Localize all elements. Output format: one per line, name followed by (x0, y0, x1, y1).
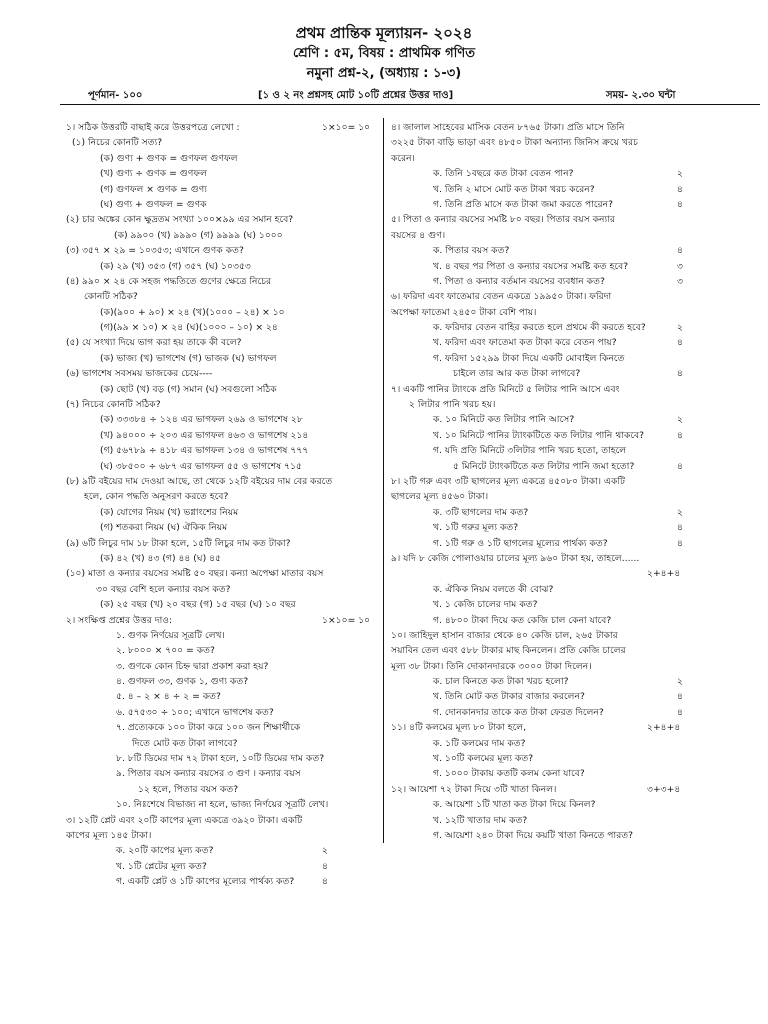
question-text: চাইলে তার আর কত টাকা লাগবে? (453, 368, 581, 380)
question-text: ৫ মিনিটে ট্যাংকটিতে কত লিটার পানি জমা হতো? (453, 460, 635, 472)
marks-label: ৪ (322, 876, 328, 888)
question-line (391, 705, 763, 720)
question-line (391, 182, 763, 197)
question-line (66, 289, 376, 304)
marks-label: ৪ (677, 183, 683, 195)
question-line (66, 582, 376, 597)
question-text: খ. ১টি গরুর মূল্য কত? (433, 522, 519, 534)
question-line (391, 797, 763, 812)
left-column (66, 120, 376, 890)
question-line (66, 813, 376, 828)
question-line (66, 412, 376, 427)
question-text: মূল্য ৩৮ টাকা। তিনি দোকানদারকে ৩০০০ টাকা দিলেন। (391, 660, 592, 672)
question-text: গ. একটি প্লেট ও ১টি কাপের মূল্যের পার্থক্য কত? (116, 876, 295, 888)
question-text: ৩২২৫ টাকা বাড়ি ভাড়া এবং ৪৮৫০ টাকা অন্যান্য জিনিস ক্রয়ে খরচ (391, 137, 639, 149)
question-line (391, 459, 763, 474)
question-line (66, 520, 376, 535)
question-line (66, 566, 376, 581)
question-line (66, 597, 376, 612)
question-line (66, 505, 376, 520)
question-line (391, 197, 763, 212)
question-text: ৯। যদি ৮ কেজি পোলাওয়ার চালের মূল্য ৯৬০ টাকা হয়, তাহলে...... (391, 552, 640, 564)
marks-label: ৪ (677, 537, 683, 549)
question-text: (খ) গুণ্য ÷ গুণক = গুণফল (100, 168, 207, 180)
question-line (391, 151, 763, 166)
question-line (391, 412, 763, 427)
question-line (66, 797, 376, 812)
question-line (66, 182, 376, 197)
question-text: (ক) ২৫ বছর (খ) ২০ বছর (গ) ১৫ বছর (ঘ) ১০ বছর (100, 599, 296, 611)
question-text: ক. তিনি ১বছরে কত টাকা বেতন পান? (433, 168, 574, 180)
question-text: গ. আয়েশা ২৪০ টাকা দিয়ে কয়টি খাতা কিনতে পারত? (433, 829, 634, 841)
question-text: ৯. পিতার বয়স কন্যার বয়সের ৩ গুণ । কন্যার বয়স (116, 768, 301, 780)
question-line (66, 228, 376, 243)
marks-label: ৪ (677, 429, 683, 441)
question-text: গ. দোনকানদার তাকে কত টাকা ফেরত দিলেন? (433, 706, 604, 718)
question-text: খ. ৪ বছর পর পিতা ও কন্যার বয়সের সমষ্টি কত হবে? (433, 260, 629, 272)
question-text: (গ) শতকরা নিয়ম (ঘ) ঐকিক নিয়ম (100, 522, 228, 534)
question-line (391, 520, 763, 535)
question-line (391, 397, 763, 412)
question-line (66, 351, 376, 366)
question-line (66, 335, 376, 350)
question-text: গ. তিনি প্রতি মাসে কত টাকা জমা করতে পারেন? (433, 198, 613, 210)
sample-set: নমুনা প্রশ্ন-২, (অধ্যায় : ১-৩) (306, 66, 462, 81)
question-line (66, 197, 376, 212)
marks-label: ২ (677, 322, 683, 334)
exam-meta-line (0, 86, 768, 104)
question-text: গ. ১টি গরু ও ১টি ছাগলের মূল্যের পার্থক্য কত? (433, 537, 608, 549)
question-line (391, 120, 763, 135)
question-text: ক. ১০ মিনিটে কত লিটার পানি আসে? (433, 414, 575, 426)
question-line (66, 382, 376, 397)
question-line (391, 228, 763, 243)
question-line (391, 382, 763, 397)
question-text: ক. ঐকিক নিয়ম বলতে কী বোঝ? (433, 583, 554, 595)
marks-label: ৩+৩+৪ (647, 783, 681, 795)
question-text: খ. ১০ মিনিটে পানির ট্যাংকটিতে কত লিটার পানি থাকবে? (433, 429, 645, 441)
question-line (66, 874, 376, 889)
question-line (66, 243, 376, 258)
question-line (66, 274, 376, 289)
column-divider (383, 118, 384, 843)
question-line (391, 212, 763, 227)
question-line (66, 643, 376, 658)
question-line (391, 259, 763, 274)
question-line (66, 859, 376, 874)
question-text: গ. ফরিদা ১৫২৯৯ টাকা দিয়ে একটি মোবাইল কিনতে (433, 352, 625, 364)
question-text: ৭. প্রত্যেককে ১০০ টাকা করে ১০০ জন শিক্ষার্থীকে (116, 722, 301, 734)
question-line (391, 489, 763, 504)
question-text: হলে, কোন পদ্ধতি অনুসরণ করতে হবে? (84, 491, 229, 503)
question-text: ২. ৮০০০ × ৭০০ = কত? (116, 645, 215, 657)
question-line (66, 659, 376, 674)
question-text: (৩) ৩৫৭ × ২৯ = ১০৩৫৩; এখানে গুণক কত? (66, 245, 244, 257)
question-line (66, 366, 376, 381)
question-text: (ক) গুণ্য + গুণক = গুণফল গুণফল (100, 152, 238, 164)
marks-label: ২ (322, 845, 328, 857)
question-line (66, 751, 376, 766)
question-text: (৯) ৬টি লিচুর দাম ১৮ টাকা হলে, ১৫টি লিচুর দাম কত টাকা? (66, 537, 291, 549)
question-line (66, 766, 376, 781)
question-text: ৪. গুণফল ৩৩, গুণক ১, গুণ্য কত? (116, 676, 249, 688)
question-line (391, 643, 763, 658)
question-text: ২ লিটার পানি খরচ হয়। (409, 399, 496, 411)
question-text: (খ) ৯৪০০০ ÷ ২০৩ এর ভাগফল ৪৬৩ ও ভাগশেষ ২১৪ (100, 429, 309, 441)
full-marks: পূর্ণমান- ১০০ (88, 90, 143, 101)
question-text: ১০। জাহিদুল হাসান বাজার থেকে ৪০ কেজি চাল, ২৬৫ টাকার (391, 629, 618, 641)
marks-label: ২+৪+৪ (647, 722, 681, 734)
question-text: ক. চাল কিনতে কত টাকা খরচ হলো? (433, 676, 569, 688)
question-line (391, 659, 763, 674)
question-text: খ. ফরিদা এবং ফাতেমা কত টাকা করে বেতন পায়? (433, 337, 617, 349)
question-text: (৬) ভাগশেষ সবসময় ভাজকের চেয়ে---- (66, 368, 213, 380)
question-text: দিতে মোট কত টাকা লাগবে? (132, 737, 238, 749)
question-text: গ. ৪৮০০ টাকা দিয়ে কত কেজি চাল কেনা যাবে? (433, 614, 612, 626)
question-text: ক. ২০টি কাপের মূল্য কত? (116, 845, 214, 857)
header-divider (60, 104, 760, 105)
question-line (66, 489, 376, 504)
question-text: (ক) ৩৩৩৮৪ ÷ ১২৪ এর ভাগফল ২৬৯ ও ভাগশেষ ২৮ (100, 414, 303, 426)
question-line (391, 828, 763, 843)
question-line (66, 151, 376, 166)
question-line (66, 536, 376, 551)
question-line (66, 628, 376, 643)
question-text: (২) চার অঙ্কের কোন ক্ষুদ্রতম সংখ্যা ১০০×৯৯ এর সমান হবে? (66, 214, 294, 226)
question-text: (ক) ভাজ্য (খ) ভাগশেষ (গ) ভাজক (ঘ) ভাগফল (100, 352, 277, 364)
marks-label: ৪ (677, 460, 683, 472)
question-line (391, 289, 763, 304)
question-text: খ. তিনি মোট কত টাকার বাজার করলেন? (433, 691, 585, 703)
question-text: ক. ৩টি ছাগলের দাম কত? (433, 506, 529, 518)
question-text: (৫) যে সংখ্যা দিয়ে ভাগ করা হয় তাকে কী বলে? (66, 337, 242, 349)
question-line (391, 566, 763, 581)
question-text: খ. ১০টি কলমের মূল্য কত? (433, 753, 534, 765)
question-text: খ. ১ কেজি চালের দাম কত? (433, 599, 538, 611)
question-text: ১২। আয়েশা ৭২ টাকা দিয়ে ৩টি খাতা কিনল। (391, 783, 557, 795)
question-line (391, 720, 763, 735)
question-line (66, 120, 376, 135)
question-line (391, 628, 763, 643)
question-text: ক. ১টি কলমের দাম কত? (433, 737, 526, 749)
marks-label: ১×১০= ১০ (322, 614, 371, 626)
question-text: ক. ফরিদার বেতন বাহির করতে হলে প্রথমে কী করতে হবে? (433, 322, 646, 334)
marks-label: ৪ (322, 860, 328, 872)
question-line (391, 505, 763, 520)
question-line (391, 335, 763, 350)
marks-label: ১×১০= ১০ (322, 122, 371, 133)
question-text: খ. ১টি প্লেটের মূল্য কত? (116, 860, 207, 872)
question-line (391, 305, 763, 320)
question-text: ৩। ১২টি প্লেট এবং ২০টি কাপের মূল্য একত্রে ৩৯২০ টাকা। একটি (66, 814, 303, 826)
question-line (391, 813, 763, 828)
question-text: ৫. ৪ – ২ × ৪ ÷ ২ = কত? (116, 691, 221, 703)
question-text: (ক) ৯৯০০ (খ) ৯৯৯০ (গ) ৯৯৯৯ (ঘ) ১০০০ (114, 229, 283, 241)
question-text: (ক) যোগের নিয়ম (খ) ভগ্নাংশের নিয়ম (100, 506, 239, 518)
question-text: গ. পিতা ও কন্যার বর্তমান বয়সের ব্যবধান কত? (433, 275, 605, 287)
question-line (391, 351, 763, 366)
question-line (391, 274, 763, 289)
question-line (391, 474, 763, 489)
marks-label: ৪ (677, 706, 683, 718)
question-text: অপেক্ষা ফাতেমা ২৪৫০ টাকা বেশি পায়। (391, 306, 537, 318)
question-line (66, 459, 376, 474)
question-line (66, 705, 376, 720)
question-line (391, 366, 763, 381)
question-line (66, 828, 376, 843)
question-text: করেন। (391, 152, 415, 164)
question-line (66, 166, 376, 181)
question-text: সয়াবিন তেল এবং ৫৮৮ টাকার মাছ কিনলেন। প্রতি কেজি চালের (391, 645, 626, 657)
question-text: ৮। ২টি গরু এবং ৩টি ছাগলের মূল্য একত্রে ৪৫০৮০ টাকা। একটি (391, 475, 626, 487)
marks-label: ২+৪+৪ (647, 568, 681, 580)
question-text: ৮. ৮টি ডিমের দাম ৭২ টাকা হলে, ১০টি ডিমের দাম কত? (116, 753, 325, 765)
question-text: ১১। ৪টি কলমের মূল্য ৮০ টাকা হলে, (391, 722, 527, 734)
question-text: (ঘ) ৩৮৫০০ ÷ ৬৮৭ এর ভাগফল ৫৫ ও ভাগশেষ ৭১৫ (100, 460, 303, 472)
time-allowed: সময়- ২.৩০ ঘন্টা (606, 90, 676, 101)
question-line (391, 166, 763, 181)
question-line (66, 674, 376, 689)
exam-header (0, 22, 768, 84)
question-text: (গ) গুণফল × গুণক = গুণ্য (100, 183, 207, 195)
question-line (391, 736, 763, 751)
marks-label: ৪ (677, 198, 683, 210)
question-text: বয়সের ৪ গুণ। (391, 229, 446, 241)
marks-label: ২ (677, 676, 683, 688)
right-column (391, 120, 763, 843)
question-text: গ. ১০০০ টাকায় কতটি কলম কেনা যাবে? (433, 768, 585, 780)
question-text: ক. আয়েশা ১টি খাতা কত টাকা দিয়ে কিনল? (433, 799, 596, 811)
question-text: (ক)(৯০০ + ৯০) × ২৪ (খ)(১০০০ – ২৪) × ১০ (100, 306, 285, 318)
question-text: ২। সংক্ষিপ্ত প্রশ্নের উত্তর দাও: (66, 614, 173, 626)
question-text: ছাগলের মূল্য ৪৫৬০ টাকা। (391, 491, 489, 503)
marks-label: ৩ (677, 275, 683, 287)
question-text: ৭। একটি পানির ট্যাংকে প্রতি মিনিটে ৫ লিটার পানি আসে এবং (391, 383, 620, 395)
question-text: কোনটি সঠিক? (84, 291, 138, 303)
question-text: (গ)(৯৯ × ১০) × ২৪ (ঘ)(১০০০ – ১০) × ২৪ (100, 322, 278, 334)
question-text: ৩০ বছর বেশি হলে কন্যার বয়স কত? (96, 583, 231, 595)
question-text: (ক) ২৯ (খ) ৩৫৩ (গ) ৩৫৭ (ঘ) ১০৩৫৩ (100, 260, 251, 272)
question-line (66, 397, 376, 412)
question-text: ৫। পিতা ও কন্যার বয়সের সমষ্টি ৮০ বছর। পিতার বয়স কন্যার (391, 214, 615, 226)
question-line (66, 720, 376, 735)
question-text: ক. পিতার বয়স কত? (433, 245, 510, 257)
question-line (66, 782, 376, 797)
question-line (66, 736, 376, 751)
question-text: খ. তিনি ২ মাসে মোট কত টাকা খরচ করেন? (433, 183, 595, 195)
question-text: ১০. নিঃশেষে বিভাজ্য না হলে, ভাজ্য নির্ণয়ের সূত্রটি লেখ। (116, 799, 329, 811)
question-line (66, 259, 376, 274)
question-line (391, 782, 763, 797)
question-text: ৬। ফরিদা এবং ফাতেমার বেতন একত্রে ১৯৯৫০ টাকা। ফরিদা (391, 291, 612, 303)
marks-label: ৪ (677, 245, 683, 257)
question-line (391, 751, 763, 766)
question-line (391, 674, 763, 689)
question-line (66, 428, 376, 443)
question-text: ৩. গুণকে কোন চিহ্ন দ্বারা প্রকাশ করা হয়? (116, 660, 269, 672)
marks-label: ৪ (677, 368, 683, 380)
question-line (391, 243, 763, 258)
question-line (66, 613, 376, 628)
question-line (66, 320, 376, 335)
question-text: (ক) ছোট (খ) বড় (গ) সমান (ঘ) সবগুলো সঠিক (100, 383, 277, 395)
question-text: কাপের মূল্য ১৪৫ টাকা। (66, 829, 152, 841)
question-line (391, 443, 763, 458)
question-line (391, 689, 763, 704)
marks-label: ২ (677, 414, 683, 426)
class-subject: শ্রেণি : ৫ম, বিষয় : প্রাথমিক গণিত (292, 46, 475, 61)
question-line (391, 320, 763, 335)
question-text: (ক) ৪২ (খ) ৪৩ (গ) ৪৪ (ঘ) ৪৫ (100, 552, 221, 564)
question-text: (গ) ৫৬৭৮৯ ÷ ৪১৮ এর ভাগফল ১৩৪ ও ভাগশেষ ৭৭৭ (100, 445, 309, 457)
question-line (391, 582, 763, 597)
question-line (66, 212, 376, 227)
question-line (391, 597, 763, 612)
marks-label: ৪ (677, 522, 683, 534)
marks-label: ২ (677, 168, 683, 180)
question-text: ১. গুণক নির্ণয়ের সূত্রটি লেখ। (116, 629, 225, 641)
question-line (391, 428, 763, 443)
question-line (66, 551, 376, 566)
marks-label: ৩ (677, 260, 683, 272)
question-text: খ. ১২টি খাতার দাম কত? (433, 814, 528, 826)
instruction: [১ ও ২ নং প্রশ্নসহ মোট ১০টি প্রশ্নের উত্তর দাও] (258, 90, 454, 101)
question-text: (৭) নিচের কোনটি সঠিক? (66, 399, 161, 411)
question-text: (১০) মাতা ও কন্যার বয়সের সমষ্টি ৫০ বছর। কন্যা অপেক্ষা মাতার বয়স (66, 568, 324, 580)
question-text: ৪। জালাল সাহেবের মাসিক বেতন ৮৭৬৫ টাকা। প্রতি মাসে তিনি (391, 122, 625, 133)
question-line (66, 443, 376, 458)
question-line (391, 766, 763, 781)
question-line (391, 551, 763, 566)
question-line (66, 305, 376, 320)
marks-label: ৪ (677, 337, 683, 349)
question-text: ৬. ৫৭৫৩০ ÷ ১০০; এখানে ভাগশেষ কত? (116, 706, 274, 718)
question-text: (ঘ) গুণ্য + গুণফল = গুণক (100, 198, 207, 210)
question-line (66, 474, 376, 489)
question-text: ১। সঠিক উত্তরটি বাছাই করে উত্তরপত্রে লেখো : (66, 122, 240, 133)
question-line (391, 613, 763, 628)
question-text: গ. যদি প্রতি মিনিটে ৩লিটার পানি খরচ হতো, তাহলে (433, 445, 627, 457)
question-line (391, 135, 763, 150)
question-line (66, 135, 376, 150)
exam-title: প্রথম প্রান্তিক মূল্যায়ন- ২০২৪ (295, 24, 473, 42)
question-line (66, 689, 376, 704)
question-text: (৮) ৯টি বইয়ের দাম দেওয়া আছে, তা থেকে ১২টি বইয়ের দাম বের করতে (66, 475, 333, 487)
question-text: ১২ হলে, পিতার বয়স কত? (138, 783, 239, 795)
question-line (391, 536, 763, 551)
question-text: (৪) ৯৯০ × ২৪ কে সহজ পদ্ধতিতে গুণের ক্ষেত্রে নিচের (66, 275, 272, 287)
marks-label: ৪ (677, 691, 683, 703)
marks-label: ২ (677, 506, 683, 518)
question-text: (১) নিচের কোনটি সত্য? (72, 137, 163, 149)
question-line (66, 843, 376, 858)
